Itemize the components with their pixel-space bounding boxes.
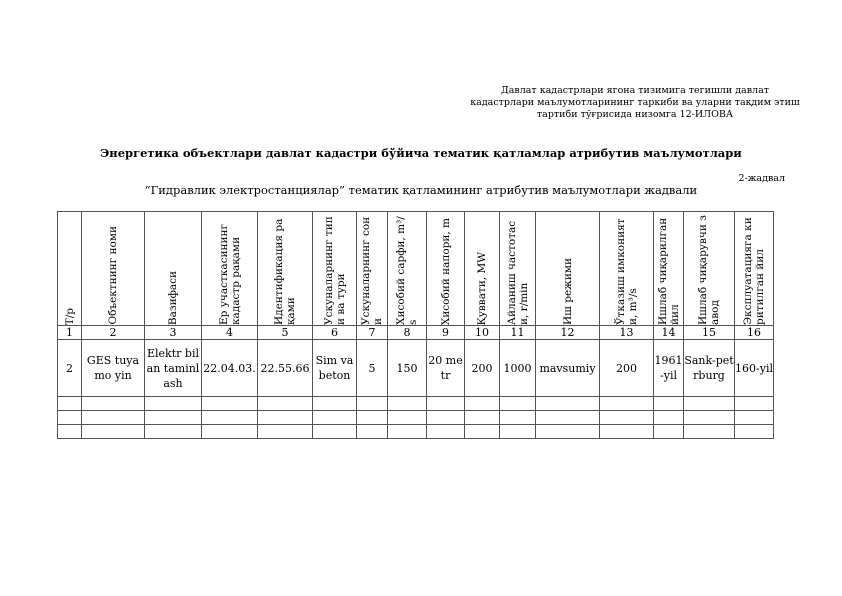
column-number: 2 xyxy=(82,326,145,340)
table-cell: mavsumiy xyxy=(536,340,600,397)
table-number: 2-жадвал xyxy=(738,173,785,184)
table-cell: 150 xyxy=(388,340,427,397)
column-number: 14 xyxy=(654,326,684,340)
empty-row xyxy=(58,397,774,411)
column-number: 7 xyxy=(357,326,388,340)
main-title: Энергетика объектлари давлат кадастри бўйича тематик қатламлар атрибутив маълумотлари xyxy=(100,146,742,160)
table-cell: Sim va beton xyxy=(313,340,357,397)
header-cell: Хисобий напори, m xyxy=(427,212,465,326)
column-number: 13 xyxy=(600,326,654,340)
header-cell: Объектнинг номи xyxy=(82,212,145,326)
column-number: 9 xyxy=(427,326,465,340)
table-cell: Sank-petrburg xyxy=(684,340,735,397)
table-cell: Elektr bilan taminlash xyxy=(145,340,202,397)
column-number: 16 xyxy=(735,326,774,340)
header-cell: Ер участкасининг кадастр рақами xyxy=(202,212,258,326)
attribute-table xyxy=(57,211,774,439)
column-number: 1 xyxy=(58,326,82,340)
table-cell: 2 xyxy=(58,340,82,397)
table-cell: 200 xyxy=(465,340,500,397)
table-cell: GES tuyamo yin xyxy=(82,340,145,397)
header-cell: Ишлаб чиқарувчи завод xyxy=(684,212,735,326)
table-cell: 5 xyxy=(357,340,388,397)
header-cell: Идентификация рақами xyxy=(258,212,313,326)
table-cell: 1961-yil xyxy=(654,340,684,397)
header-cell: Ускуналарнинг типи ва тури xyxy=(313,212,357,326)
column-number: 4 xyxy=(202,326,258,340)
column-number: 15 xyxy=(684,326,735,340)
header-cell: Ишлаб чиқарилган йил xyxy=(654,212,684,326)
header-cell: Хисобий сарфи, m³/s xyxy=(388,212,427,326)
table-row xyxy=(58,340,774,397)
header-cell: Иш режими xyxy=(536,212,600,326)
header-note: Давлат кадастрлари ягона тизимига тегишли давлат кадастрлари маълумотларининг таркиби ва уларни тақдим этиш тартиби тўғрисида низомга 12-ИЛОВА xyxy=(470,85,800,120)
header-cell: Айланиш частотаси, r/min xyxy=(500,212,536,326)
table-cell: 160-yil xyxy=(735,340,774,397)
table-cell: 22.55.66 xyxy=(258,340,313,397)
table-cell: 22.04.03. xyxy=(202,340,258,397)
empty-row xyxy=(58,425,774,439)
table-subtitle: “Гидравлик электростанциялар” тематик қатламининг атрибутив маълумотлари жадвали xyxy=(144,183,698,197)
table-cell: 1000 xyxy=(500,340,536,397)
column-number: 8 xyxy=(388,326,427,340)
table-cell: 200 xyxy=(600,340,654,397)
column-number: 3 xyxy=(145,326,202,340)
header-cell: Т/р xyxy=(58,212,82,326)
header-cell: Эксплуатацияга киритилган йил xyxy=(735,212,774,326)
column-number: 5 xyxy=(258,326,313,340)
header-row xyxy=(58,212,774,326)
column-number: 10 xyxy=(465,326,500,340)
column-number: 11 xyxy=(500,326,536,340)
column-number: 6 xyxy=(313,326,357,340)
header-cell: Ускуналарнинг сони xyxy=(357,212,388,326)
table-cell: 20 metr xyxy=(427,340,465,397)
header-cell: Вазифаси xyxy=(145,212,202,326)
header-cell: Ўтказиш имконияти, m³/s xyxy=(600,212,654,326)
empty-row xyxy=(58,411,774,425)
header-cell: Қуввати, MW xyxy=(465,212,500,326)
column-number-row xyxy=(58,326,774,340)
column-number: 12 xyxy=(536,326,600,340)
